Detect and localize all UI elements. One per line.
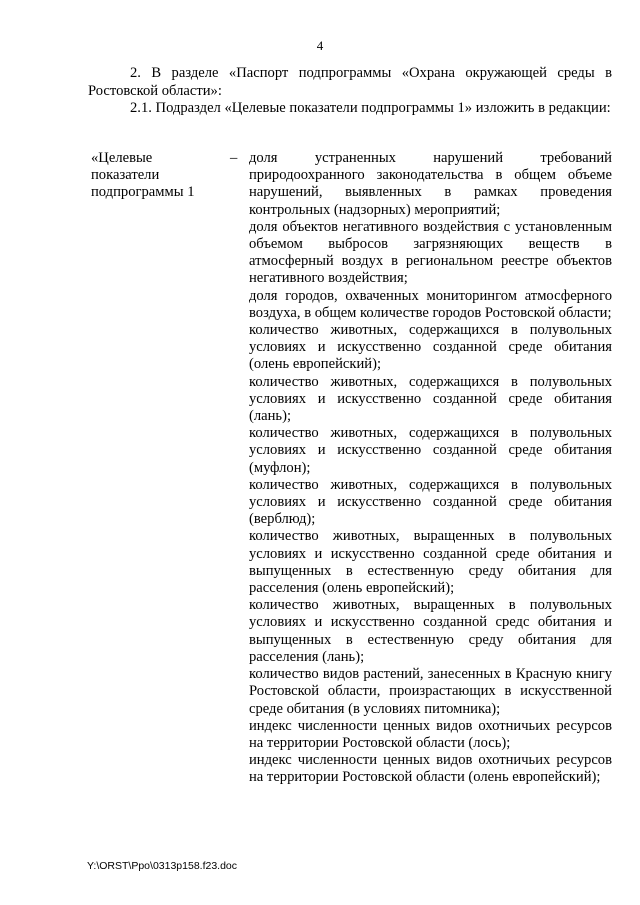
indicator-item: количество животных, содержащихся в полувольных условиях и искусственно созданной среде обитания (муфлон);	[249, 425, 612, 476]
indicator-item: количество животных, содержащихся в полувольных условиях и искусственно созданной среде обитания (верблюд);	[249, 476, 612, 528]
label-dash: –	[230, 150, 238, 166]
indicator-item: количество животных, содержащихся в полувольных условиях и искусственно созданной среде обитания (лань);	[249, 373, 612, 425]
indicator-list	[249, 150, 612, 787]
page-number: 4	[316, 38, 324, 53]
subsection-paragraph: 2.1. Подраздел «Целевые показатели подпрограммы 1» изложить в редакции:	[130, 100, 611, 116]
indicator-item: количество животных, содержащихся в полувольных условиях и искусственно созданной среде обитания (олень европейский);	[249, 322, 612, 373]
indicator-item: количество животных, выращенных в полувольных условиях и искусственно созданной среде обитания и выпущенных в естественную среду обитания для расселения (олень европейский);	[249, 528, 612, 597]
footer-file-path: Y:\ORST\Ppo\0313p158.f23.doc	[87, 860, 238, 872]
section-paragraph: 2. В разделе «Паспорт подпрограммы «Охрана окружающей среды в Ростовской области»:	[88, 65, 612, 99]
indicator-item: доля городов, охваченных мониторингом атмосферного воздуха, в общем количестве городов Ростовской области;	[249, 287, 612, 321]
indicator-item: индекс численности ценных видов охотничьих ресурсов на территории Ростовской области (лось);	[249, 717, 612, 751]
indicator-item: индекс численности ценных видов охотничьих ресурсов на территории Ростовской области (олень европейский);	[249, 752, 612, 786]
indicator-item: количество видов растений, занесенных в Красную книгу Ростовской области, произрастающих в искусственной среде обитания (в условиях питомника);	[249, 666, 612, 717]
indicator-item: доля объектов негативного воздействия с установленным объемом выбросов загрязняющих веществ в атмосферный воздух в региональном реестре объектов негативного воздействия;	[249, 218, 612, 287]
indicator-item: доля устраненных нарушений требований природоохранного законодательства в общем объеме нарушений, выявленных в рамках проведения контрольных (надзорных) мероприятий;	[249, 150, 612, 218]
indicator-item: количество животных, выращенных в полувольных условиях и искусственно созданной средс обитания и выпущенных в естественную среду обитания для расселения (лань);	[249, 597, 612, 665]
target-indicators-label: «Целевые показатели подпрограммы 1	[91, 150, 195, 201]
